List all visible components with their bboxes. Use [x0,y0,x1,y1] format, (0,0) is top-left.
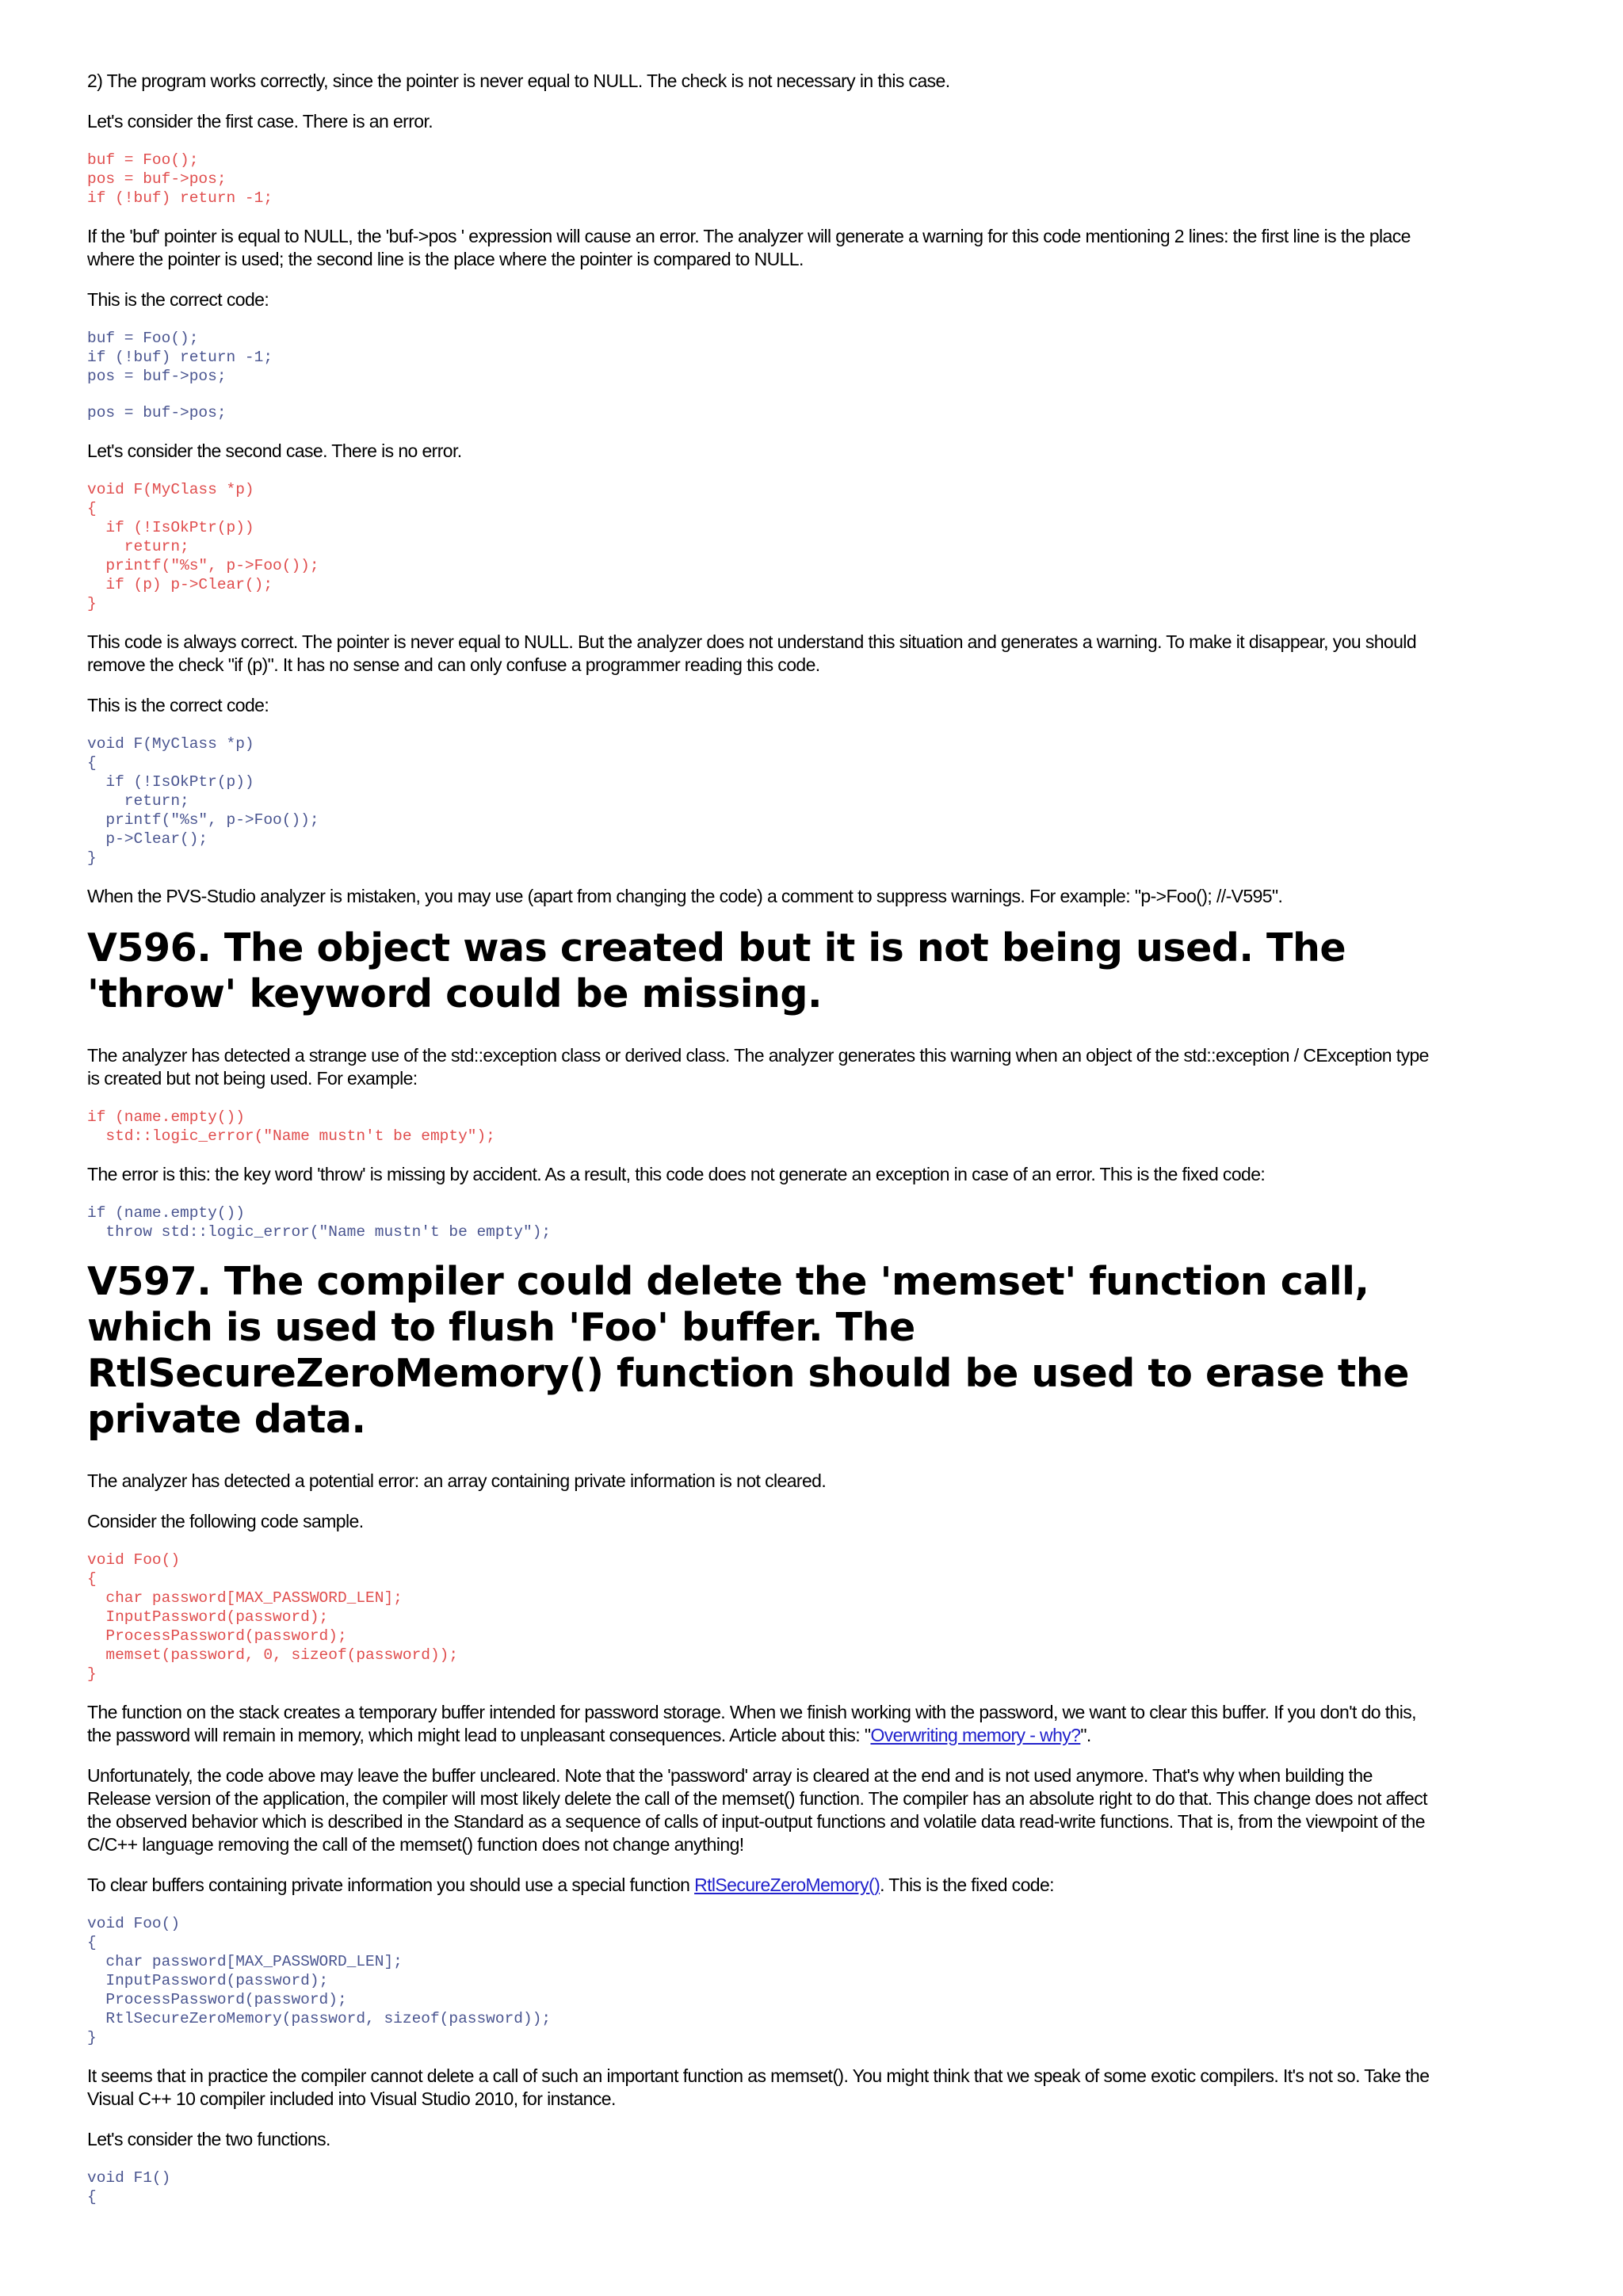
paragraph-text: To clear buffers containing private information you should use a special function [87,1875,695,1895]
code-block-fixed: void Foo() { char password[MAX_PASSWORD_LEN]; InputPassword(password); ProcessPassword(password); RtlSecureZeroMemory(password, sizeof(password)); } [87,1915,552,2046]
function-link-rtlsecurezeromemory[interactable]: RtlSecureZeroMemory() [694,1875,880,1895]
paragraph: The analyzer has detected a potential error: an array containing private information is not cleared. [87,1470,827,1491]
paragraph [87,1874,1434,1897]
code-block-fixed: void F(MyClass *p) { if (!IsOkPtr(p)) return; printf("%s", p->Foo()); p->Clear(); } [87,735,319,867]
paragraph: Let's consider the first case. There is an error. [87,111,433,132]
code-block-error: void F(MyClass *p) { if (!IsOkPtr(p)) return; printf("%s", p->Foo()); if (p) p->Clear(); } [87,481,319,612]
paragraph: Consider the following code sample. [87,1511,364,1531]
paragraph [87,1701,1434,1747]
code-block-fixed: if (name.empty()) throw std::logic_error("Name mustn't be empty"); [87,1204,552,1241]
paragraph-text: ". [1080,1725,1091,1745]
paragraph: 2) The program works correctly, since the pointer is never equal to NULL. The check is not necessary in this case. [87,71,950,91]
document-body [87,70,1434,2224]
paragraph: Unfortunately, the code above may leave the buffer uncleared. Note that the 'password' array is cleared at the end and is not used anymore. That's why when building the Release version of the application, the compiler will most likely delete the call of the memset() function. The compiler has an absolute right to do that. This change does not affect the observed behavior which is described in the Standard as a sequence of calls of input-output functions and volatile data read-write functions. That is, from the viewpoint of the C/C++ language removing the call of the memset() function does not change anything! [87,1765,1427,1855]
section-heading-v597: V597. The compiler could delete the 'memset' function call, which is used to flush 'Foo' buffer. The RtlSecureZeroMemory() function should be used to erase the private data. [87,1259,1409,1442]
paragraph: The analyzer has detected a strange use of the std::exception class or derived class. The analyzer generates this warning when an object of the std::exception / CException type is created but not being used. For example: [87,1045,1429,1089]
code-block-error: buf = Foo(); pos = buf->pos; if (!buf) return -1; [87,151,273,207]
paragraph: The error is this: the key word 'throw' is missing by accident. As a result, this code does not generate an exception in case of an error. This is the fixed code: [87,1164,1266,1184]
paragraph: If the 'buf' pointer is equal to NULL, the 'buf->pos ' expression will cause an error. The analyzer will generate a warning for this code mentioning 2 lines: the first line is the place where the pointer is used; the second line is the place where the pointer is compared to NULL. [87,226,1411,269]
code-block-fixed: buf = Foo(); if (!buf) return -1; pos = buf->pos; [87,330,273,385]
paragraph: When the PVS-Studio analyzer is mistaken, you may use (apart from changing the code) a comment to suppress warnings. For example: "p->Foo(); //-V595". [87,886,1283,906]
section-heading-v596: V596. The object was created but it is not being used. The 'throw' keyword could be missing. [87,925,1346,1016]
article-link-overwriting-memory[interactable]: Overwriting memory - why? [870,1725,1081,1745]
code-block-error: void Foo() { char password[MAX_PASSWORD_LEN]; InputPassword(password); ProcessPassword(password); memset(password, 0, sizeof(password)); } [87,1551,459,1683]
paragraph: This is the correct code: [87,289,269,310]
paragraph: It seems that in practice the compiler cannot delete a call of such an important function as memset(). You might think that we speak of some exotic compilers. It's not so. Take the Visual C++ 10 compiler included into Visual Studio 2010, for instance. [87,2065,1430,2109]
paragraph: Let's consider the two functions. [87,2129,330,2149]
paragraph: This code is always correct. The pointer is never equal to NULL. But the analyzer does not understand this situation and generates a warning. To make it disappear, you should remove the check "if (p)". It has no sense and can only confuse a programmer reading this code. [87,631,1417,675]
paragraph-text: . This is the fixed code: [880,1875,1054,1895]
code-block: void F1() { [87,2169,171,2206]
paragraph-text: The function on the stack creates a temporary buffer intended for password storage. When we finish working with the password, we want to clear this buffer. If you don't do this, the password will remain in memory, which might lead to unpleasant consequences. Article about this: " [87,1702,1416,1745]
code-block-error: if (name.empty()) std::logic_error("Name mustn't be empty"); [87,1108,495,1145]
code-block-fixed: pos = buf->pos; [87,404,227,421]
paragraph: Let's consider the second case. There is no error. [87,441,462,461]
paragraph: This is the correct code: [87,695,269,715]
